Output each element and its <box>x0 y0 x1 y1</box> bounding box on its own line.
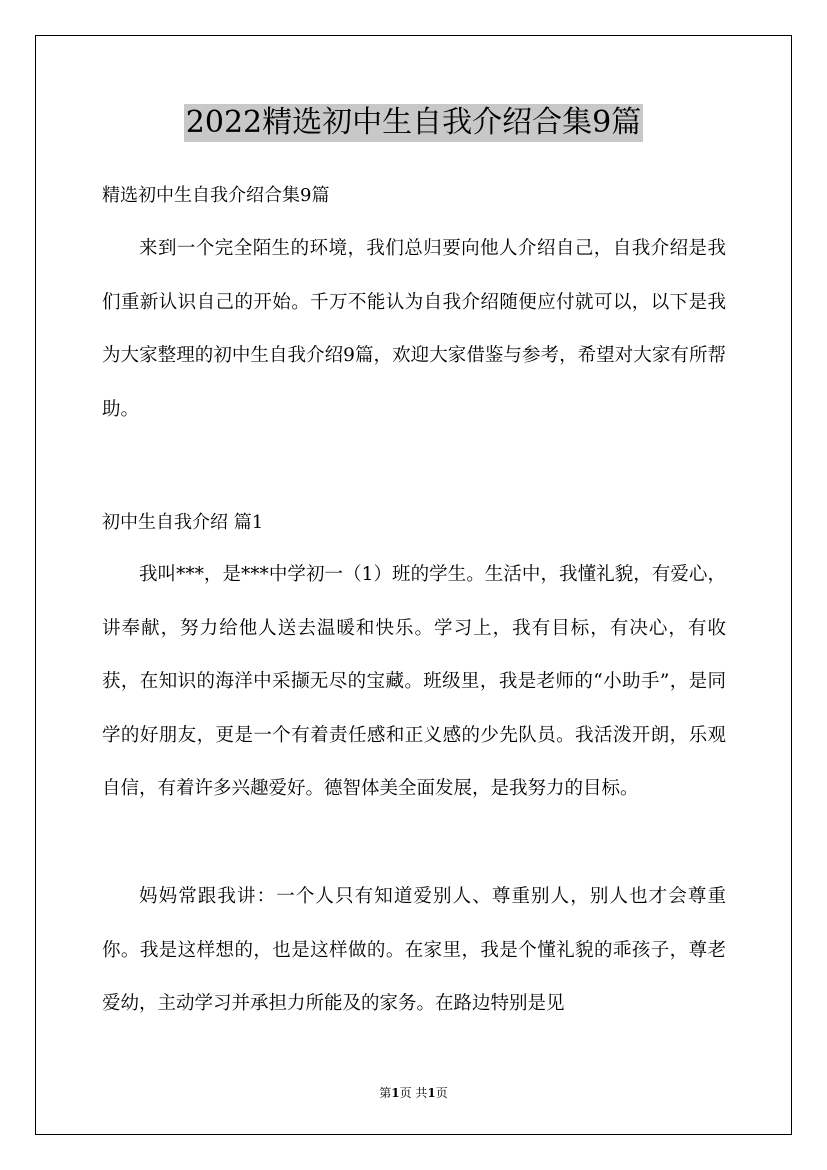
footer-page-mid: 页 共 <box>399 1086 428 1100</box>
document-subtitle: 精选初中生自我介绍合集9篇 <box>102 185 330 206</box>
intro-paragraph: 来到一个完全陌生的环境，我们总归要向他人介绍自己，自我介绍是我们重新认识自己的开始。千万不能认为自我介绍随便应付就可以，以下是我为大家整理的初中生自我介绍9篇，欢迎大家借鉴与参考，希望对大家有所帮助。 <box>102 238 726 420</box>
section1-paragraph-1: 我叫***，是***中学初一（1）班的学生。生活中，我懂礼貌，有爱心，讲奉献，努力给他人送去温暖和快乐。学习上，我有目标，有决心，有收获，在知识的海洋中采撷无尽的宝藏。班级里，我是老师的“小助手”，是同学的好朋友，更是一个有着责任感和正义感的少先队员。我活泼开朗，乐观自信，有着许多兴趣爱好。德智体美全面发展，是我努力的目标。 <box>102 564 726 799</box>
document-title: 2022精选初中生自我介绍合集9篇 <box>185 105 642 140</box>
page-footer <box>0 1084 827 1101</box>
section-heading-1: 初中生自我介绍 篇1 <box>102 512 264 533</box>
title-container <box>0 104 827 142</box>
footer-page-number: 1 <box>391 1086 400 1100</box>
footer-page-prefix: 第 <box>379 1086 392 1100</box>
footer-page-total: 1 <box>427 1086 436 1100</box>
footer-page-suffix: 页 <box>435 1086 448 1100</box>
section1-paragraph-2: 妈妈常跟我讲：一个人只有知道爱别人、尊重别人，别人也才会尊重你。我是这样想的，也是这样做的。在家里，我是个懂礼貌的乖孩子，尊老爱幼，主动学习并承担力所能及的家务。在路边特别是见 <box>102 886 726 1014</box>
